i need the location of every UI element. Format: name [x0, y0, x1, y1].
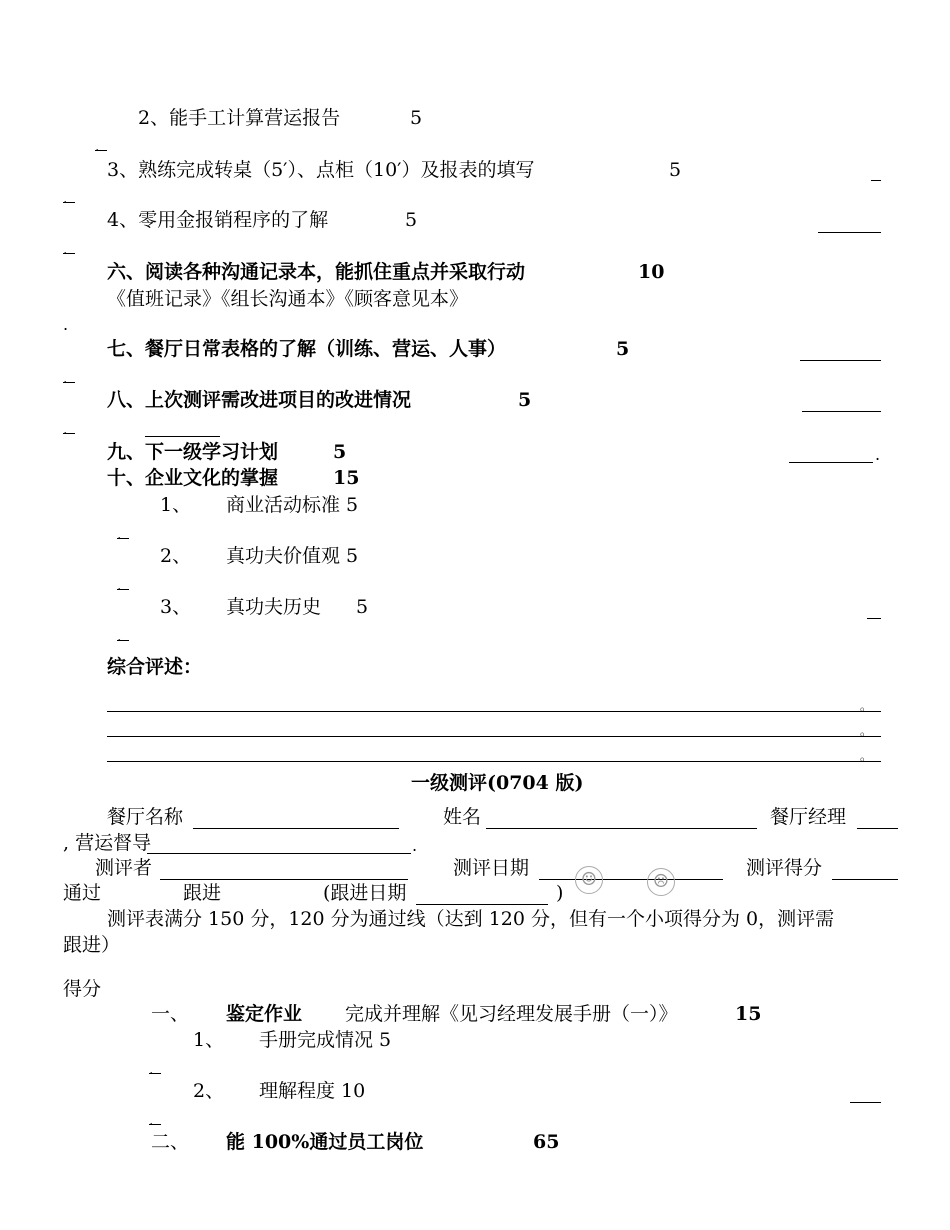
item-3-text: 3、熟练完成转桌（5′）、点柜（10′）及报表的填写	[107, 159, 535, 181]
culture-item-2-num: 2、	[160, 545, 192, 567]
manager-field[interactable]	[857, 828, 898, 829]
period-mark: .	[412, 836, 418, 855]
section-9-title: 九、下一级学习计划	[107, 441, 279, 463]
section-2-num: 二、	[151, 1131, 190, 1153]
smiling-face-icon: ☺	[575, 866, 603, 894]
circle-mark: 。	[860, 699, 873, 713]
pass-option[interactable]: 通过	[63, 882, 102, 904]
score-blank[interactable]	[871, 180, 881, 181]
name-field[interactable]	[486, 828, 757, 829]
date-label: 测评日期	[453, 857, 530, 879]
section-1-item-2: 理解程度 10	[259, 1080, 366, 1102]
supervisor-field[interactable]	[147, 853, 411, 854]
section-7-score: 5	[616, 338, 630, 360]
restaurant-field[interactable]	[193, 828, 399, 829]
section-6-title: 六、阅读各种沟通记录本，能抓住重点并采取行动	[107, 261, 526, 283]
section-6-score: 10	[638, 261, 665, 283]
section-1-score: 15	[735, 1003, 762, 1025]
section-7-title: 七、餐厅日常表格的了解（训练、营运、人事）	[107, 338, 507, 360]
section-1-num: 一、	[151, 1003, 190, 1025]
section-1-title: 鉴定作业	[226, 1003, 303, 1025]
culture-item-3: 真功夫历史	[226, 596, 322, 618]
item-4-text: 4、零用金报销程序的了解	[107, 209, 329, 231]
summary-line-3[interactable]	[107, 761, 881, 762]
follow-option[interactable]: 跟进	[183, 882, 222, 904]
blank-mark	[149, 1114, 161, 1125]
score-blank[interactable]	[789, 462, 873, 463]
section-10-score: 15	[333, 467, 360, 489]
summary-label: 综合评述：	[107, 656, 203, 678]
follow-date-close: )	[556, 882, 564, 904]
section-8-score: 5	[518, 389, 532, 411]
blank-mark	[117, 528, 129, 539]
section-1-desc: 完成并理解《见习经理发展手册（一）》	[345, 1003, 678, 1025]
follow-date-field[interactable]	[416, 904, 548, 905]
blank-mark	[117, 630, 129, 641]
circle-mark: 。	[860, 724, 873, 738]
culture-item-2: 真功夫价值观 5	[226, 545, 359, 567]
section-6-books: 《值班记录》《组长沟通本》《顾客意见本》	[107, 288, 469, 310]
item-4-score: 5	[405, 209, 418, 231]
culture-item-1-num: 1、	[160, 494, 192, 516]
frowning-face-icon: ☹	[647, 868, 675, 896]
evaluator-field[interactable]	[160, 879, 408, 880]
culture-item-1: 商业活动标准 5	[226, 494, 359, 516]
period-mark: .	[63, 315, 69, 334]
section-1-item-1-num: 1、	[193, 1029, 225, 1051]
summary-line-1[interactable]	[107, 711, 881, 712]
name-label: 姓名	[443, 806, 482, 828]
blank-mark	[63, 372, 75, 383]
culture-item-3-score: 5	[356, 596, 369, 618]
blank-mark	[63, 243, 75, 254]
follow-date-label: (跟进日期	[323, 882, 407, 904]
manager-label: 餐厅经理	[770, 806, 847, 828]
section-10-title: 十、企业文化的掌握	[107, 467, 279, 489]
score-heading: 得分	[63, 978, 102, 1000]
plan-blank[interactable]	[145, 436, 220, 437]
culture-item-3-num: 3、	[160, 596, 192, 618]
score-blank[interactable]	[802, 411, 881, 412]
section-2-score: 65	[533, 1131, 560, 1153]
period-mark: .	[875, 445, 881, 464]
note-line-2: 跟进）	[63, 934, 121, 956]
item-2-text: 2、能手工计算营运报告	[138, 107, 341, 129]
section-1-item-2-num: 2、	[193, 1080, 225, 1102]
score-blank[interactable]	[800, 360, 881, 361]
score-blank[interactable]	[818, 232, 881, 233]
item-3-score: 5	[669, 159, 682, 181]
item-2-score: 5	[410, 107, 423, 129]
section-2-title: 能 100%通过员工岗位	[226, 1131, 424, 1153]
date-field[interactable]	[539, 879, 723, 880]
blank-mark	[149, 1063, 161, 1074]
blank-mark	[95, 140, 107, 151]
form-title: 一级测评(0704 版)	[411, 772, 584, 794]
blank-mark	[63, 423, 75, 434]
score-field[interactable]	[832, 879, 898, 880]
circle-mark: 。	[860, 749, 873, 763]
restaurant-label: 餐厅名称	[107, 806, 184, 828]
section-1-item-1: 手册完成情况 5	[259, 1029, 392, 1051]
section-8-title: 八、上次测评需改进项目的改进情况	[107, 389, 412, 411]
score-blank[interactable]	[867, 618, 881, 619]
blank-mark	[63, 192, 75, 203]
evaluator-label: 测评者	[95, 857, 153, 879]
blank-mark	[117, 579, 129, 590]
score-blank[interactable]	[850, 1102, 881, 1103]
section-9-score: 5	[333, 441, 347, 463]
note-line-1: 测评表满分 150 分，120 分为通过线（达到 120 分，但有一个小项得分为 0，测评需	[107, 908, 835, 930]
score-label: 测评得分	[746, 857, 823, 879]
supervisor-label: , 营运督导	[63, 832, 152, 854]
summary-line-2[interactable]	[107, 736, 881, 737]
